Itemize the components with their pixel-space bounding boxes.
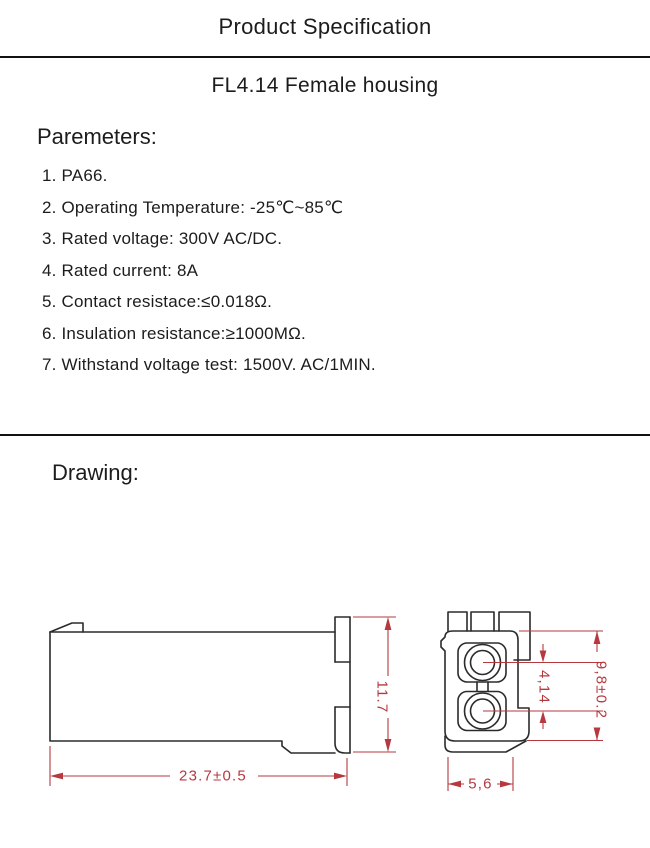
- dimension-arrow: [594, 728, 601, 741]
- parameter-item: 1. PA66.: [42, 166, 108, 185]
- page-title: Product Specification: [218, 14, 432, 39]
- dim-side-height-label: 11.7: [373, 680, 391, 714]
- dim-front-height-label: 9,8±0.2: [592, 660, 610, 720]
- dimension-arrow: [540, 651, 547, 663]
- dimension-arrow: [500, 781, 513, 788]
- dim-side-length-label: 23.7±0.5: [179, 767, 247, 785]
- parameter-item: 5. Contact resistace:≤0.018Ω.: [42, 292, 273, 311]
- front-view-tab: [448, 612, 467, 631]
- front-view: [441, 612, 530, 752]
- dimension-arrow: [448, 781, 461, 788]
- side-view: [50, 617, 350, 753]
- dim-front-width-label: 5,6: [468, 775, 493, 793]
- front-view-cavity-bridge: [477, 682, 488, 692]
- front-view-body-outline: [441, 631, 529, 741]
- parameter-item: 3. Rated voltage: 300V AC/DC.: [42, 229, 283, 248]
- dimension-arrow: [385, 617, 392, 630]
- side-view-bottom-ear: [335, 707, 350, 753]
- product-subtitle: FL4.14 Female housing: [211, 74, 439, 97]
- dimension-arrow: [50, 773, 63, 780]
- front-view-tab: [471, 612, 494, 631]
- dim-contact-pitch-label: 4,14: [535, 670, 553, 704]
- side-view-dimensions: [50, 617, 396, 786]
- dimension-arrow: [594, 631, 601, 644]
- parameters-heading: Paremeters:: [37, 124, 157, 149]
- front-view-tab: [499, 612, 530, 660]
- front-view-bottom-lip: [445, 736, 526, 752]
- side-view-body-outline: [50, 632, 335, 753]
- parameter-item: 7. Withstand voltage test: 1500V. AC/1MIN.: [42, 355, 376, 374]
- dimension-arrow: [334, 773, 347, 780]
- side-view-top-ear: [335, 617, 350, 662]
- dimension-arrow: [540, 711, 547, 723]
- drawing-heading: Drawing:: [52, 460, 139, 485]
- parameter-item: 6. Insulation resistance:≥1000MΩ.: [42, 323, 306, 343]
- parameter-item: 4. Rated current: 8A: [42, 260, 199, 280]
- dimension-arrow: [385, 739, 392, 752]
- parameter-item: 2. Operating Temperature: -25℃~85℃: [42, 197, 344, 217]
- side-view-latch: [50, 623, 83, 632]
